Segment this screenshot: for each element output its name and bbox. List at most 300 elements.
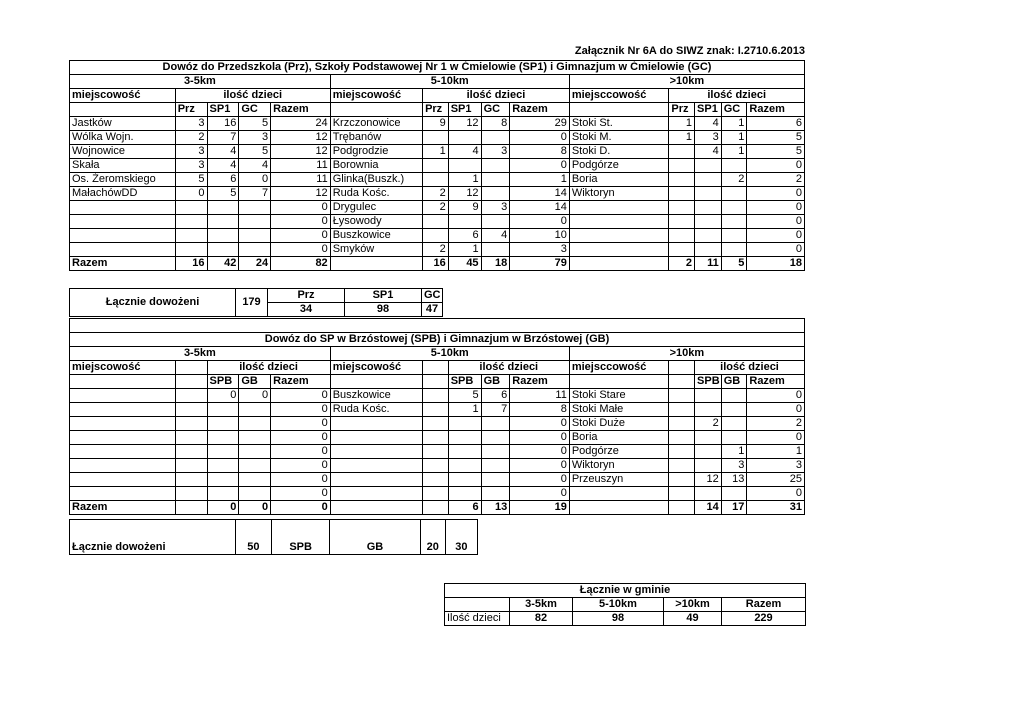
count-cell: 14: [510, 187, 570, 201]
count-cell: [448, 473, 481, 487]
place-cell: Stoki D.: [569, 145, 669, 159]
place-cell: [70, 417, 176, 431]
count-cell: [239, 445, 271, 459]
count-cell: 0: [747, 201, 805, 215]
empty-cell: [175, 459, 207, 473]
place-cell: Stoki Duże: [569, 417, 669, 431]
column-header: 5-10km: [573, 598, 664, 612]
place-cell: [70, 389, 176, 403]
place-cell: Jastków: [70, 117, 176, 131]
empty-cell: [423, 417, 449, 431]
count-cell: [207, 431, 239, 445]
count-cell: 3: [510, 243, 570, 257]
count-cell: 5: [747, 145, 805, 159]
column-header: ilość dzieci: [695, 361, 805, 375]
count-cell: 7: [207, 131, 239, 145]
count-cell: 3: [481, 145, 510, 159]
total-cell: 2: [669, 257, 695, 271]
count-cell: [481, 445, 510, 459]
summary-value: 49: [664, 612, 722, 626]
table-row: [70, 417, 805, 431]
column-header: Razem: [510, 375, 570, 389]
summary-label: Łącznie dowożeni: [70, 520, 236, 555]
count-cell: 0: [747, 229, 805, 243]
count-cell: 1: [448, 243, 481, 257]
count-cell: 2: [747, 173, 805, 187]
place-cell: Podgórze: [569, 445, 669, 459]
count-cell: [481, 187, 510, 201]
count-cell: 1: [747, 445, 805, 459]
count-cell: 0: [510, 445, 570, 459]
total-cell: 16: [175, 257, 207, 271]
column-header: Razem: [271, 103, 331, 117]
summary-value: 34: [268, 303, 345, 317]
column-header: Razem: [722, 598, 806, 612]
count-cell: 0: [239, 389, 271, 403]
column-header: Razem: [271, 375, 331, 389]
empty-cell: [669, 431, 695, 445]
count-cell: [448, 445, 481, 459]
place-cell: Podgórze: [569, 159, 669, 173]
count-cell: 3: [695, 131, 722, 145]
empty-cell: [423, 389, 449, 403]
total-cell: [330, 257, 422, 271]
count-cell: 11: [271, 173, 331, 187]
zone-header: 3-5km: [70, 75, 331, 89]
count-cell: 0: [271, 389, 331, 403]
column-header: miejsccowość: [569, 361, 669, 375]
table-row: [70, 229, 805, 243]
count-cell: 11: [271, 159, 331, 173]
count-cell: 16: [207, 117, 239, 131]
empty-cell: [669, 389, 695, 403]
total-cell: 18: [747, 257, 805, 271]
place-cell: Wiktoryn: [569, 187, 669, 201]
empty-cell: [175, 389, 207, 403]
count-cell: 3: [481, 201, 510, 215]
summary-value: 229: [722, 612, 806, 626]
count-cell: [207, 215, 239, 229]
column-header: SPB: [695, 375, 722, 389]
table-title: Dowóz do SP w Brzóstowej (SPB) i Gimnazjum w Brzóstowej (GB): [70, 333, 805, 347]
count-cell: [423, 215, 449, 229]
count-cell: [448, 487, 481, 501]
count-cell: 0: [510, 159, 570, 173]
column-header: GC: [721, 103, 747, 117]
empty-cell: [423, 431, 449, 445]
summary-value: 47: [422, 303, 443, 317]
count-cell: [207, 243, 239, 257]
count-cell: 6: [207, 173, 239, 187]
column-header: miejscowość: [330, 361, 422, 375]
table-row: [70, 215, 805, 229]
count-cell: 8: [510, 403, 570, 417]
table-row: [70, 201, 805, 215]
column-header: Razem: [510, 103, 570, 117]
count-cell: [423, 173, 449, 187]
place-cell: [330, 473, 422, 487]
empty-cell: [175, 417, 207, 431]
count-cell: 4: [481, 229, 510, 243]
place-cell: [70, 487, 176, 501]
count-cell: [207, 459, 239, 473]
empty-cell: [669, 487, 695, 501]
total-cell: 17: [721, 501, 747, 515]
row-label: Ilość dzieci: [445, 612, 510, 626]
count-cell: 1: [721, 145, 747, 159]
count-cell: 0: [271, 403, 331, 417]
count-cell: [721, 201, 747, 215]
empty-cell: [423, 473, 449, 487]
total-cell: 11: [695, 257, 722, 271]
count-cell: 8: [481, 117, 510, 131]
place-cell: [70, 215, 176, 229]
place-cell: Stoki M.: [569, 131, 669, 145]
count-cell: 0: [747, 487, 805, 501]
count-cell: [175, 229, 207, 243]
count-cell: 0: [747, 431, 805, 445]
place-cell: [569, 215, 669, 229]
count-cell: 0: [271, 243, 331, 257]
column-header: miejscowość: [330, 89, 422, 103]
count-cell: 2: [175, 131, 207, 145]
count-cell: 0: [510, 215, 570, 229]
summary-value: 98: [345, 303, 422, 317]
count-cell: [448, 417, 481, 431]
count-cell: [695, 159, 722, 173]
column-header: GC: [422, 289, 443, 303]
count-cell: 0: [271, 417, 331, 431]
count-cell: 5: [448, 389, 481, 403]
count-cell: [695, 229, 722, 243]
count-cell: [207, 229, 239, 243]
column-header: miejscowość: [70, 361, 176, 375]
count-cell: 5: [207, 187, 239, 201]
count-cell: [448, 131, 481, 145]
count-cell: 0: [510, 417, 570, 431]
empty-cell: [175, 473, 207, 487]
table-row: [70, 431, 805, 445]
place-cell: Skała: [70, 159, 176, 173]
count-cell: 6: [448, 229, 481, 243]
count-cell: 12: [448, 187, 481, 201]
count-cell: [695, 431, 722, 445]
empty-cell: [669, 445, 695, 459]
count-cell: 3: [175, 145, 207, 159]
count-cell: 2: [423, 187, 449, 201]
count-cell: [448, 459, 481, 473]
column-header: Razem: [747, 103, 805, 117]
count-cell: [695, 389, 722, 403]
place-cell: Stoki St.: [569, 117, 669, 131]
count-cell: 0: [747, 243, 805, 257]
total-cell: Razem: [70, 257, 176, 271]
empty-cell: [175, 403, 207, 417]
count-cell: [448, 215, 481, 229]
place-cell: [330, 417, 422, 431]
count-cell: [695, 187, 722, 201]
count-cell: 7: [239, 187, 271, 201]
count-cell: 14: [510, 201, 570, 215]
total-cell: 0: [239, 501, 271, 515]
count-cell: [175, 243, 207, 257]
count-cell: [239, 417, 271, 431]
empty-cell: [423, 445, 449, 459]
count-cell: [669, 187, 695, 201]
total-row: [70, 501, 805, 515]
count-cell: 0: [271, 215, 331, 229]
count-cell: [721, 487, 747, 501]
count-cell: 3: [239, 131, 271, 145]
empty-cell: [175, 445, 207, 459]
count-cell: 4: [207, 145, 239, 159]
count-cell: 9: [448, 201, 481, 215]
column-header: GC: [239, 103, 271, 117]
place-cell: Os. Żeromskiego: [70, 173, 176, 187]
zone-header: 5-10km: [330, 75, 569, 89]
count-cell: 0: [510, 487, 570, 501]
count-cell: 2: [747, 417, 805, 431]
place-cell: Ruda Kośc.: [330, 403, 422, 417]
count-cell: [207, 403, 239, 417]
column-header: >10km: [664, 598, 722, 612]
count-cell: [721, 417, 747, 431]
summary-value: 82: [510, 612, 573, 626]
place-cell: [569, 229, 669, 243]
count-cell: 0: [175, 187, 207, 201]
total-cell: 0: [207, 501, 239, 515]
count-cell: [721, 403, 747, 417]
count-cell: 0: [207, 389, 239, 403]
count-cell: [721, 159, 747, 173]
count-cell: 0: [271, 431, 331, 445]
count-cell: [721, 243, 747, 257]
empty-cell: [669, 417, 695, 431]
count-cell: [721, 389, 747, 403]
place-cell: Wiktoryn: [569, 459, 669, 473]
count-cell: 1: [721, 117, 747, 131]
total-cell: 6: [448, 501, 481, 515]
total-cell: 18: [481, 257, 510, 271]
count-cell: [481, 159, 510, 173]
table-title: Łącznie w gminie: [445, 584, 806, 598]
count-cell: [695, 459, 722, 473]
total-cell: 14: [695, 501, 722, 515]
count-cell: [721, 187, 747, 201]
column-header: SP1: [345, 289, 422, 303]
summary-gmina: [444, 583, 806, 626]
count-cell: [423, 229, 449, 243]
count-cell: [669, 201, 695, 215]
zone-header: 5-10km: [330, 347, 569, 361]
count-cell: 0: [510, 473, 570, 487]
table-row: [70, 187, 805, 201]
column-header: ilość dzieci: [207, 361, 330, 375]
total-row: [70, 257, 805, 271]
count-cell: 0: [271, 459, 331, 473]
count-cell: 6: [747, 117, 805, 131]
count-cell: [423, 159, 449, 173]
column-header: ilość dzieci: [175, 89, 330, 103]
count-cell: 0: [271, 201, 331, 215]
count-cell: [695, 215, 722, 229]
column-header: ilość dzieci: [423, 89, 570, 103]
count-cell: [239, 487, 271, 501]
count-cell: [669, 159, 695, 173]
count-cell: 0: [271, 487, 331, 501]
count-cell: 12: [695, 473, 722, 487]
count-cell: [175, 201, 207, 215]
place-cell: Smyków: [330, 243, 422, 257]
place-cell: Buszkowice: [330, 389, 422, 403]
count-cell: 2: [423, 201, 449, 215]
total-cell: 0: [271, 501, 331, 515]
column-header: ilość dzieci: [669, 89, 805, 103]
count-cell: 1: [423, 145, 449, 159]
empty-cell: [423, 501, 449, 515]
count-cell: 1: [721, 131, 747, 145]
column-header: GB: [481, 375, 510, 389]
total-cell: 13: [481, 501, 510, 515]
count-cell: [481, 417, 510, 431]
empty-cell: [423, 403, 449, 417]
count-cell: [695, 445, 722, 459]
table-row: [70, 487, 805, 501]
count-cell: 2: [423, 243, 449, 257]
count-cell: [239, 459, 271, 473]
place-cell: Glinka(Buszk.): [330, 173, 422, 187]
count-cell: [481, 487, 510, 501]
count-cell: 3: [747, 459, 805, 473]
column-header: SPB: [207, 375, 239, 389]
column-header: Prz: [268, 289, 345, 303]
place-cell: Boria: [569, 173, 669, 187]
count-cell: [207, 445, 239, 459]
count-cell: 12: [448, 117, 481, 131]
empty-cell: [175, 487, 207, 501]
count-cell: [207, 487, 239, 501]
column-header: Prz: [175, 103, 207, 117]
table-row: [70, 459, 805, 473]
column-header: GB: [239, 375, 271, 389]
count-cell: 0: [271, 445, 331, 459]
place-cell: [569, 487, 669, 501]
place-cell: Buszkowice: [330, 229, 422, 243]
place-cell: Przeuszyn: [569, 473, 669, 487]
count-cell: [207, 473, 239, 487]
zone-header: >10km: [569, 347, 804, 361]
count-cell: 13: [721, 473, 747, 487]
table-title: Dowóz do Przedszkola (Prz), Szkoły Podstawowej Nr 1 w Ćmielowie (SP1) i Gimnazjum w Ćmielowie (GC): [70, 61, 805, 75]
count-cell: 5: [175, 173, 207, 187]
place-cell: [70, 201, 176, 215]
place-cell: MałachówDD: [70, 187, 176, 201]
count-cell: [239, 201, 271, 215]
place-cell: Podgrodzie: [330, 145, 422, 159]
count-cell: [207, 417, 239, 431]
place-cell: Wojnowice: [70, 145, 176, 159]
count-cell: [481, 473, 510, 487]
summary-value: 30: [445, 520, 477, 555]
count-cell: [239, 215, 271, 229]
total-cell: 31: [747, 501, 805, 515]
count-cell: 29: [510, 117, 570, 131]
count-cell: [695, 487, 722, 501]
count-cell: [239, 473, 271, 487]
count-cell: 0: [510, 131, 570, 145]
count-cell: 1: [448, 173, 481, 187]
place-cell: Wólka Wojn.: [70, 131, 176, 145]
count-cell: [481, 459, 510, 473]
count-cell: [481, 131, 510, 145]
count-cell: [695, 403, 722, 417]
column-header: Prz: [669, 103, 695, 117]
column-header: SP1: [207, 103, 239, 117]
total-cell: 24: [239, 257, 271, 271]
place-cell: [330, 487, 422, 501]
count-cell: 1: [510, 173, 570, 187]
count-cell: 3: [721, 459, 747, 473]
place-cell: [70, 243, 176, 257]
place-cell: [70, 229, 176, 243]
empty-cell: [669, 473, 695, 487]
table-row: [70, 145, 805, 159]
place-cell: [569, 243, 669, 257]
count-cell: 4: [207, 159, 239, 173]
count-cell: 7: [481, 403, 510, 417]
count-cell: [239, 229, 271, 243]
place-cell: Stoki Małe: [569, 403, 669, 417]
summary-sp1: [69, 288, 443, 317]
count-cell: 2: [721, 173, 747, 187]
count-cell: 0: [747, 187, 805, 201]
count-cell: 0: [510, 459, 570, 473]
count-cell: [239, 431, 271, 445]
table-row: [70, 173, 805, 187]
transport-table-spb: [69, 318, 805, 515]
total-cell: [569, 501, 669, 515]
empty-cell: [175, 501, 207, 515]
count-cell: [721, 215, 747, 229]
zone-header: 3-5km: [70, 347, 331, 361]
count-cell: [669, 173, 695, 187]
column-header: SPB: [448, 375, 481, 389]
empty-cell: [669, 459, 695, 473]
count-cell: 10: [510, 229, 570, 243]
summary-value: 98: [573, 612, 664, 626]
place-cell: [70, 403, 176, 417]
column-header: GC: [481, 103, 510, 117]
count-cell: 4: [448, 145, 481, 159]
empty-cell: [423, 487, 449, 501]
count-cell: 0: [239, 173, 271, 187]
total-cell: [569, 257, 669, 271]
count-cell: [695, 201, 722, 215]
count-cell: [448, 431, 481, 445]
count-cell: 12: [271, 131, 331, 145]
count-cell: [448, 159, 481, 173]
count-cell: 0: [271, 229, 331, 243]
table-row: [70, 445, 805, 459]
table-row: [70, 389, 805, 403]
count-cell: 0: [747, 159, 805, 173]
summary-value: SPB: [271, 520, 329, 555]
count-cell: [669, 145, 695, 159]
table-row: [70, 159, 805, 173]
count-cell: 6: [481, 389, 510, 403]
count-cell: [175, 215, 207, 229]
count-cell: 1: [669, 131, 695, 145]
